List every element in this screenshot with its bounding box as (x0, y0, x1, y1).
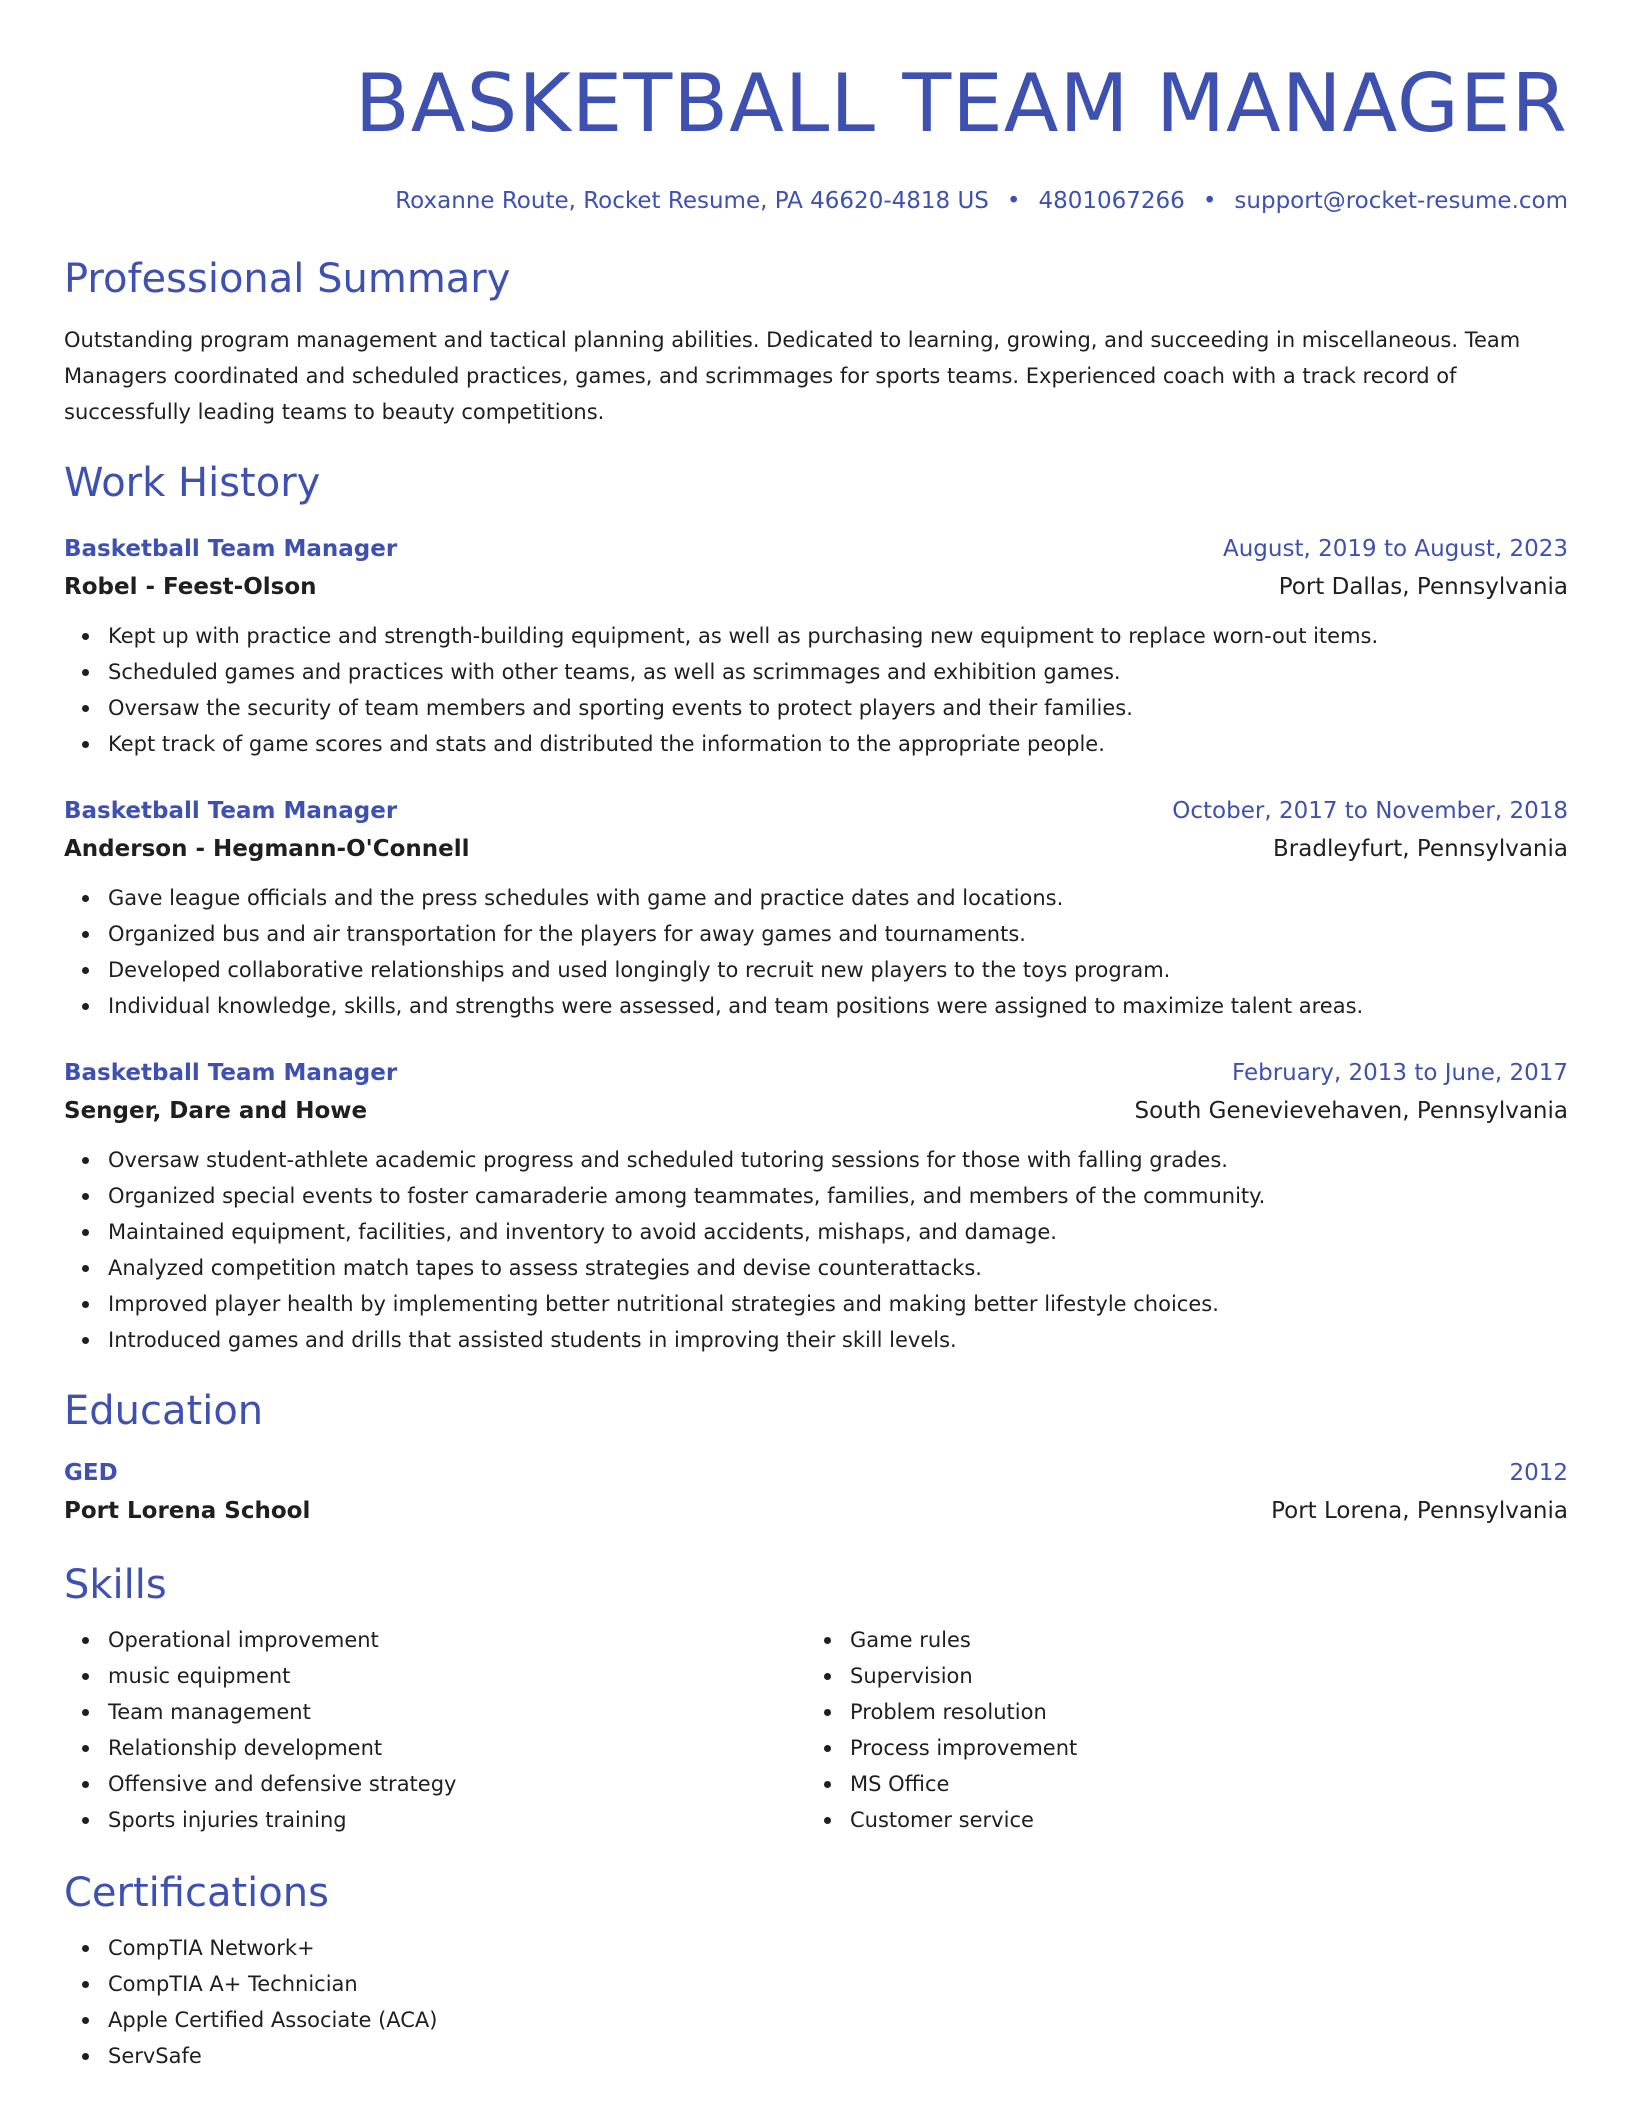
skill-item: Team management (108, 1694, 806, 1730)
job-employer-row (64, 1092, 1568, 1130)
skill-item: Customer service (850, 1802, 1550, 1838)
skills-grid (64, 1622, 1568, 1838)
education-header-row (64, 1454, 1568, 1492)
job-bullet: Improved player health by implementing better nutritional strategies and making better lifestyle choices. (108, 1286, 1568, 1322)
job-employer-row (64, 830, 1568, 868)
education-year: 2012 (1509, 1460, 1568, 1486)
skills-column-1 (64, 1622, 806, 1838)
job-dates: February, 2013 to June, 2017 (1231, 1060, 1568, 1086)
skills-heading: Skills (64, 1562, 167, 1608)
job-header-row (64, 530, 1568, 568)
work-history-heading: Work History (64, 460, 321, 506)
job-bullets (64, 1142, 1568, 1358)
skill-item: music equipment (108, 1658, 806, 1694)
education-degree: GED (64, 1460, 118, 1486)
job-location: Bradleyfurt, Pennsylvania (1273, 836, 1568, 862)
job-bullet: Individual knowledge, skills, and strengths were assessed, and team positions were assigned to maximize talent areas. (108, 988, 1568, 1024)
job-bullet: Organized special events to foster camaraderie among teammates, families, and members of the community. (108, 1178, 1568, 1214)
certification-item: ServSafe (108, 2038, 1568, 2074)
job-bullet: Kept track of game scores and stats and distributed the information to the appropriate people. (108, 726, 1568, 762)
skill-item: Game rules (850, 1622, 1550, 1658)
education-school: Port Lorena School (64, 1498, 311, 1524)
job-bullet: Introduced games and drills that assisted students in improving their skill levels. (108, 1322, 1568, 1358)
education-heading: Education (64, 1388, 264, 1434)
certification-item: Apple Certified Associate (ACA) (108, 2002, 1568, 2038)
skill-item: Problem resolution (850, 1694, 1550, 1730)
job-entry (64, 792, 1568, 1024)
job-bullet: Organized bus and air transportation for the players for away games and tournaments. (108, 916, 1568, 952)
job-bullet: Oversaw the security of team members and sporting events to protect players and their families. (108, 690, 1568, 726)
job-bullets (64, 880, 1568, 1024)
education-school-row (64, 1492, 1568, 1530)
job-dates: August, 2019 to August, 2023 (1223, 536, 1568, 562)
job-employer-row (64, 568, 1568, 606)
resume-page (64, 0, 1568, 2112)
resume-title: BASKETBALL TEAM MANAGER (354, 57, 1568, 150)
job-employer: Robel - Feest-Olson (64, 574, 317, 600)
contact-address: Roxanne Route, Rocket Resume, PA 46620-4818 US (395, 188, 989, 214)
contact-separator: • (1202, 188, 1217, 214)
education-entry (64, 1454, 1568, 1530)
certification-item: CompTIA A+ Technician (108, 1966, 1568, 2002)
job-employer: Anderson - Hegmann-O'Connell (64, 836, 470, 862)
job-bullets (64, 618, 1568, 762)
skill-item: Process improvement (850, 1730, 1550, 1766)
certifications-heading: Certifications (64, 1870, 329, 1916)
skills-column-2 (806, 1622, 1550, 1838)
job-bullet: Oversaw student-athlete academic progress and scheduled tutoring sessions for those with falling grades. (108, 1142, 1568, 1178)
job-bullet: Kept up with practice and strength-building equipment, as well as purchasing new equipment to replace worn-out items. (108, 618, 1568, 654)
job-bullet: Gave league officials and the press schedules with game and practice dates and locations. (108, 880, 1568, 916)
job-title: Basketball Team Manager (64, 1060, 398, 1086)
contact-separator: • (1006, 188, 1021, 214)
certification-item: CompTIA Network+ (108, 1930, 1568, 1966)
job-title: Basketball Team Manager (64, 536, 398, 562)
job-title: Basketball Team Manager (64, 798, 398, 824)
job-bullet: Analyzed competition match tapes to assess strategies and devise counterattacks. (108, 1250, 1568, 1286)
skill-item: Supervision (850, 1658, 1550, 1694)
job-employer: Senger, Dare and Howe (64, 1098, 368, 1124)
skill-item: Offensive and defensive strategy (108, 1766, 806, 1802)
skill-item: Operational improvement (108, 1622, 806, 1658)
summary-text: Outstanding program management and tactical planning abilities. Dedicated to learning, growing, and succeeding in miscellaneous. Team Managers coordinated and scheduled practices, games, and scrimmages for sports teams. Experienced coach with a track record of successfully leading teams to beauty competitions. (64, 328, 1521, 424)
contact-line (64, 186, 1568, 216)
job-header-row (64, 792, 1568, 830)
job-header-row (64, 1054, 1568, 1092)
skill-item: Sports injuries training (108, 1802, 806, 1838)
job-bullet: Maintained equipment, facilities, and inventory to avoid accidents, mishaps, and damage. (108, 1214, 1568, 1250)
job-entry (64, 1054, 1568, 1358)
job-location: South Genevievehaven, Pennsylvania (1134, 1098, 1568, 1124)
job-bullet: Developed collaborative relationships and used longingly to recruit new players to the toys program. (108, 952, 1568, 988)
education-location: Port Lorena, Pennsylvania (1271, 1498, 1568, 1524)
skill-item: MS Office (850, 1766, 1550, 1802)
job-dates: October, 2017 to November, 2018 (1172, 798, 1568, 824)
certifications-list (64, 1930, 1568, 2074)
contact-phone: 4801067266 (1038, 188, 1185, 214)
job-entry (64, 530, 1568, 762)
summary-heading: Professional Summary (64, 256, 511, 302)
skill-item: Relationship development (108, 1730, 806, 1766)
job-location: Port Dallas, Pennsylvania (1278, 574, 1568, 600)
contact-email: support@rocket-resume.com (1234, 188, 1568, 214)
job-bullet: Scheduled games and practices with other teams, as well as scrimmages and exhibition games. (108, 654, 1568, 690)
